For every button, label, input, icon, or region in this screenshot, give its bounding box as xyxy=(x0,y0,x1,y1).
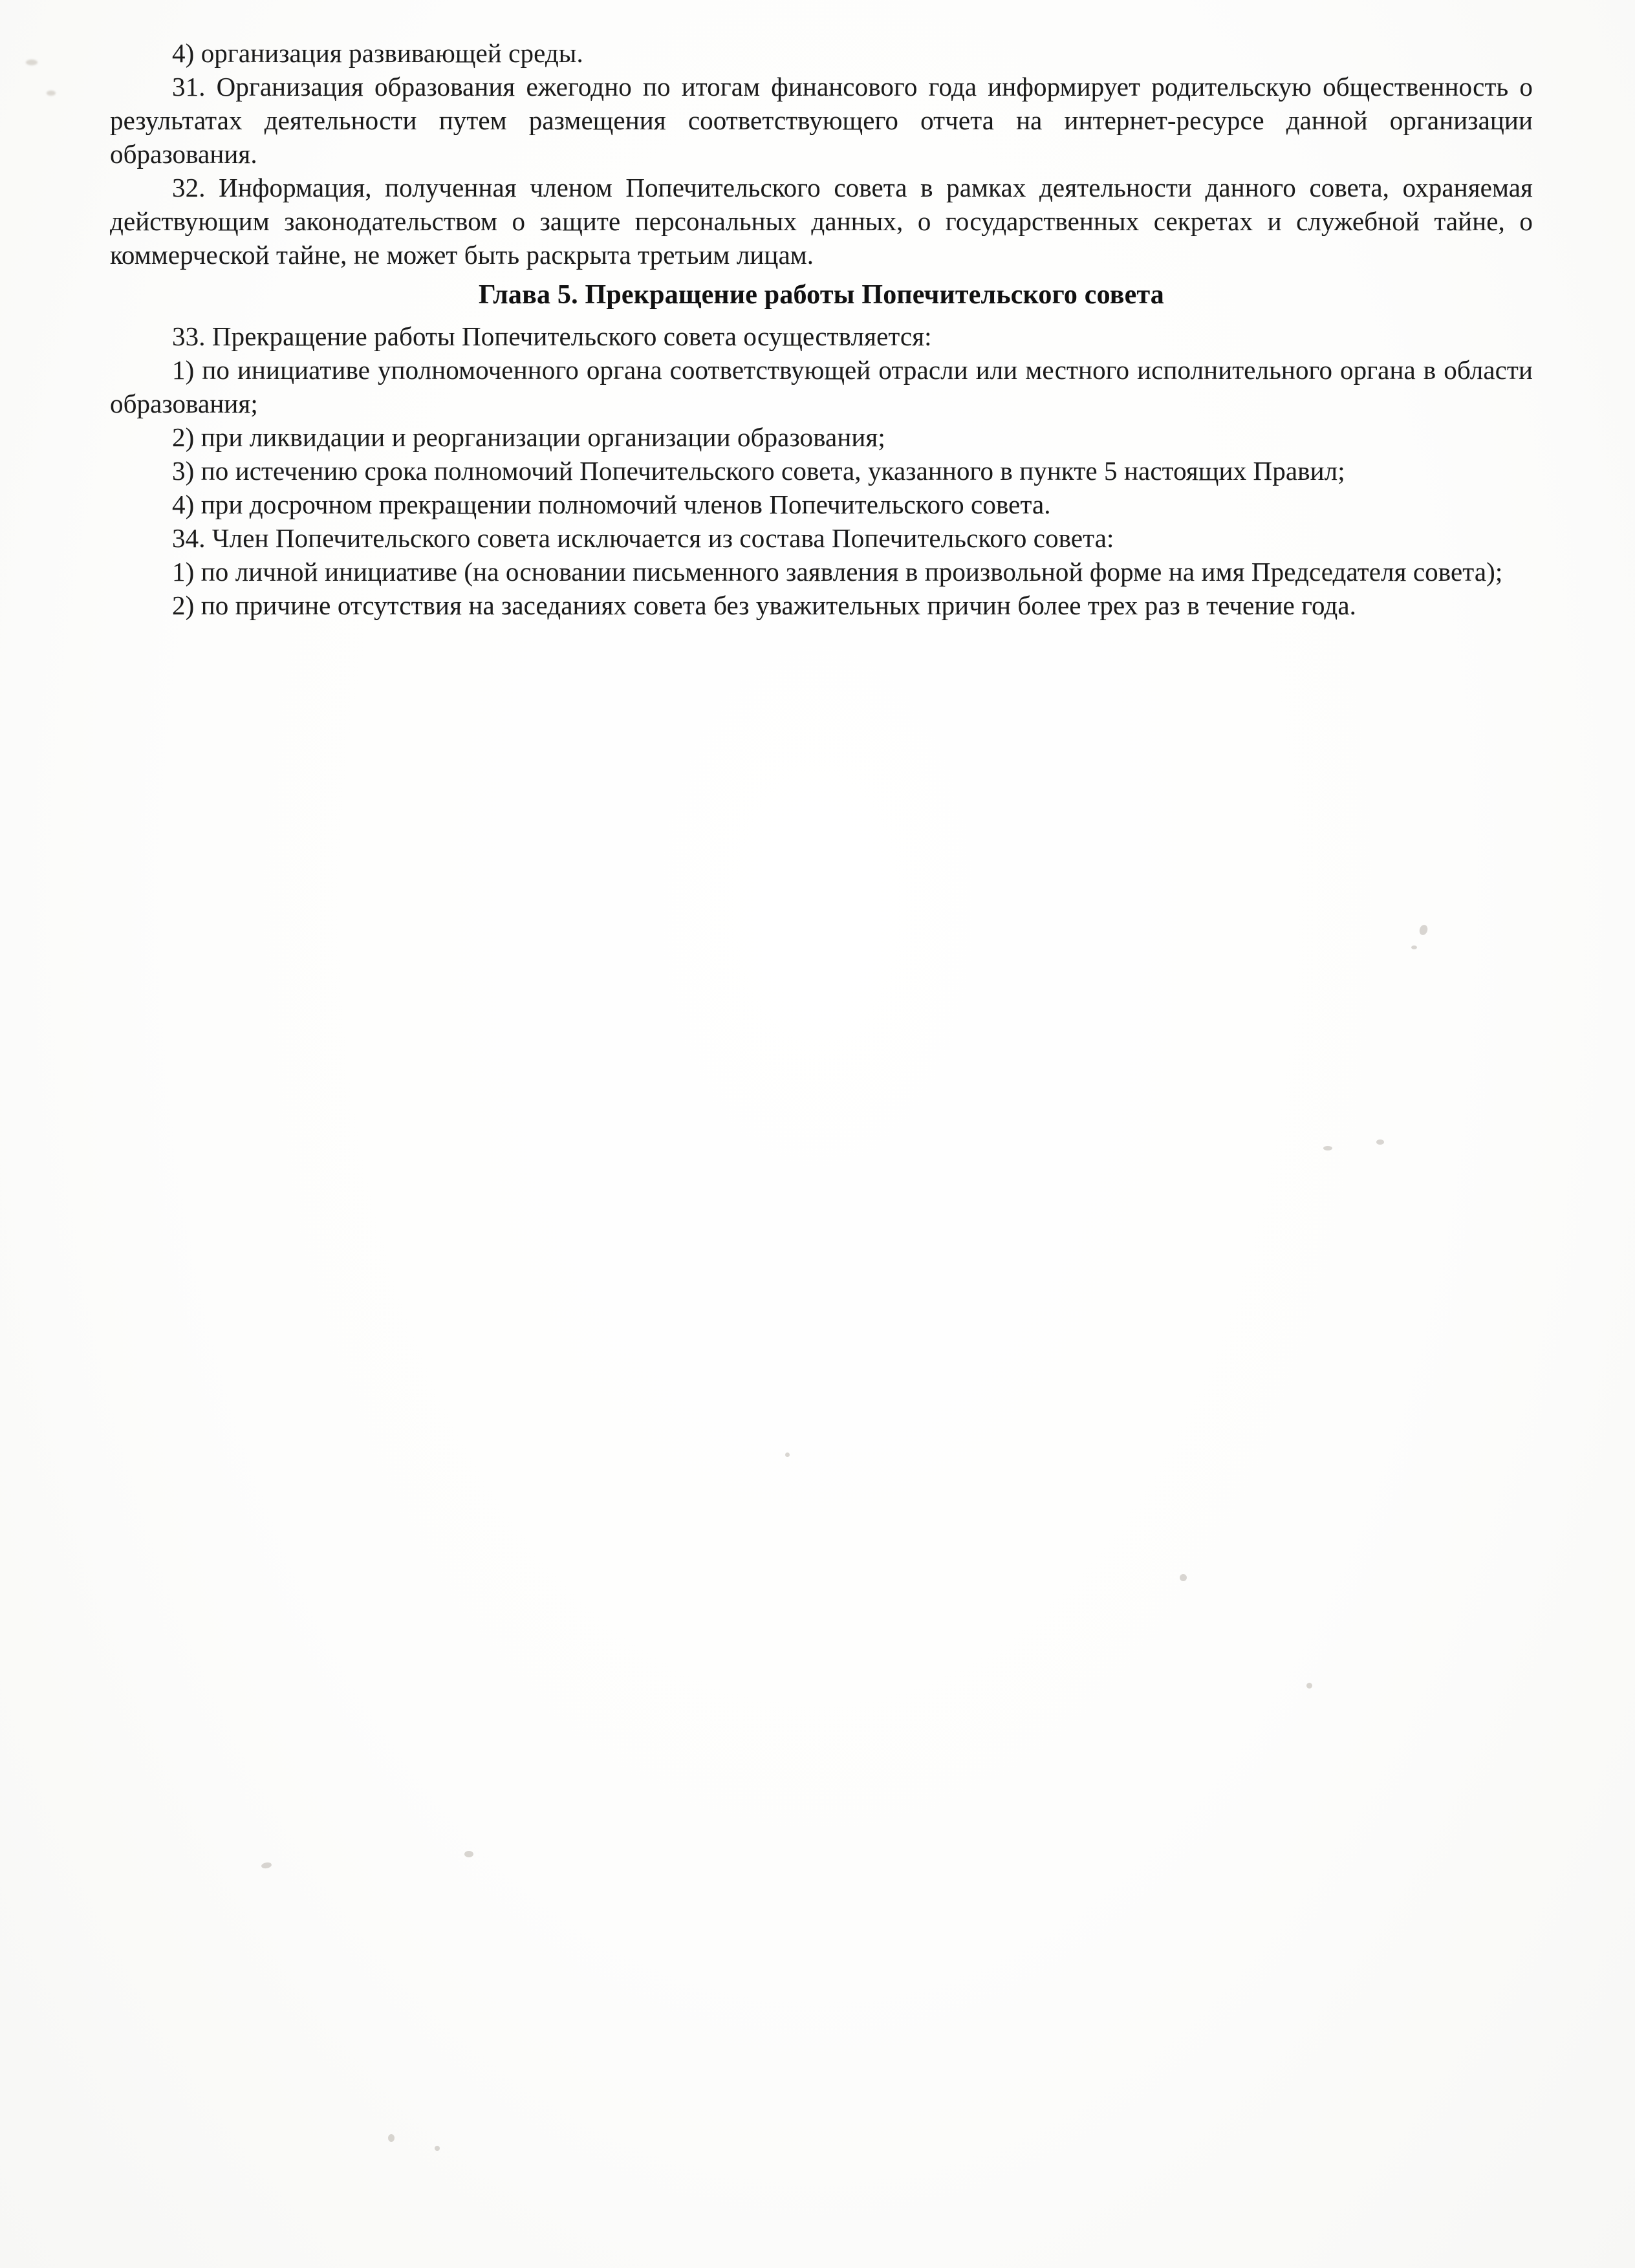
paragraph-33-item-3: 3) по истечению срока полномочий Попечительского совета, указанного в пункте 5 настоящих Правил; xyxy=(172,456,1345,486)
paragraph-34-item-2: 2) по причине отсутствия на заседаниях совета без уважительных причин более трех раз в течение года. xyxy=(172,590,1357,621)
paragraph-31: 31. Организация образования ежегодно по итогам финансового года информирует родительскую общественность о результатах деятельности путем размещения соответствующего отчета на интернет-ресурсе данной организации образования. xyxy=(110,72,1533,169)
scan-artifact xyxy=(388,2134,395,2142)
scan-artifact xyxy=(1418,924,1429,936)
scan-artifact xyxy=(47,91,56,96)
scan-artifact xyxy=(435,2146,440,2151)
scan-artifact xyxy=(1323,1146,1332,1150)
scan-artifact xyxy=(1306,1683,1312,1689)
paragraph-organizatsiya-razvivayushchey-sredy: 4) организация развивающей среды. xyxy=(172,38,583,68)
chapter-heading: Глава 5. Прекращение работы Попечительского совета xyxy=(478,280,1165,310)
paragraph-32: 32. Информация, полученная членом Попечительского совета в рамках деятельности данного совета, охраняемая действующим законодательством о защите персональных данных, о государственных секретах и служебной тайне, о коммерческой тайне, не может быть раскрыта третьим лицам. xyxy=(110,173,1533,270)
scan-artifact xyxy=(261,1862,272,1870)
scan-artifact xyxy=(785,1453,790,1457)
scan-artifact xyxy=(26,59,38,65)
scan-artifact xyxy=(464,1851,473,1857)
paragraph-33-item-4: 4) при досрочном прекращении полномочий членов Попечительского совета. xyxy=(172,490,1051,520)
scan-artifact xyxy=(1376,1139,1384,1145)
scan-artifact xyxy=(1180,1574,1187,1581)
paragraph-34: 34. Член Попечительского совета исключается из состава Попечительского совета: xyxy=(172,523,1114,554)
paragraph-33-item-1: 1) по инициативе уполномоченного органа соответствующей отрасли или местного исполнительного органа в области образования; xyxy=(110,354,1533,418)
paragraph-33: 33. Прекращение работы Попечительского совета осуществляется: xyxy=(172,321,932,351)
paragraph-34-item-1: 1) по личной инициативе (на основании письменного заявления в произвольной форме на имя Председателя совета); xyxy=(172,557,1503,587)
scan-artifact xyxy=(1411,945,1417,949)
paragraph-33-item-2: 2) при ликвидации и реорганизации организации образования; xyxy=(172,422,885,452)
document-body xyxy=(110,36,1533,622)
